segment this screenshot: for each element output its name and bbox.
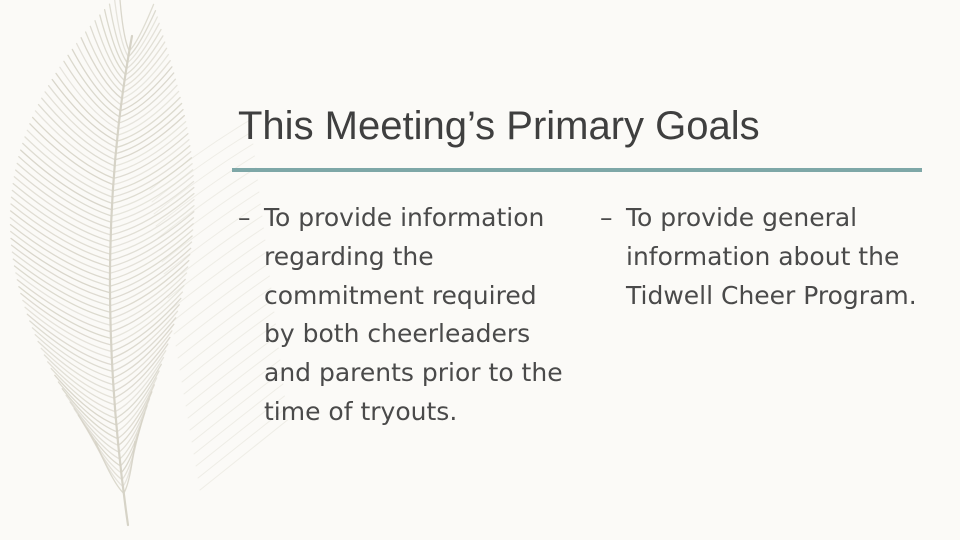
page-title: This Meeting’s Primary Goals <box>238 104 760 148</box>
bullet-column-right <box>600 199 940 315</box>
bullet-column-left <box>238 199 568 432</box>
title-divider <box>232 168 922 172</box>
bullet-text: To provide information regarding the commitment required by both cheerleaders and parents prior to the time of tryouts. <box>264 203 563 426</box>
bullet-marker: – <box>600 203 613 232</box>
bullet-item <box>600 199 940 315</box>
bullet-marker: – <box>238 203 251 232</box>
bullet-text: To provide general information about the Tidwell Cheer Program. <box>626 203 917 310</box>
bullet-item <box>238 199 568 432</box>
